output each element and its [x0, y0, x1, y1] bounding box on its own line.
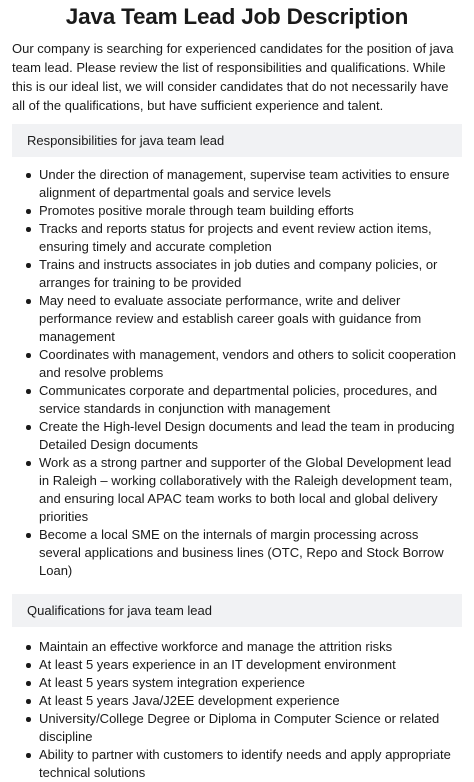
list-item: Tracks and reports status for projects and event review action items, ensuring timely and accurate completion — [39, 220, 462, 256]
responsibilities-heading: Responsibilities for java team lead — [12, 124, 462, 157]
list-item: At least 5 years experience in an IT development environment — [39, 656, 462, 674]
responsibilities-list — [12, 166, 462, 580]
intro-paragraph: Our company is searching for experienced candidates for the position of java team lead. Please review the list of responsibilities and qualifications. While this is our ideal list, we will consider candidates that do not necessarily have all of the qualifications, but have sufficient experience and talent. — [12, 41, 454, 113]
list-item: Ability to partner with customers to identify needs and apply appropriate technical solutions — [39, 746, 462, 782]
list-item: Become a local SME on the internals of margin processing across several applications and business lines (OTC, Repo and Stock Borrow Loan) — [39, 526, 462, 580]
list-item: At least 5 years system integration experience — [39, 674, 462, 692]
list-item: Work as a strong partner and supporter of the Global Development lead in Raleigh – working collaboratively with the Raleigh development team, and ensuring local APAC team works to both local and global delivery priorities — [39, 454, 462, 526]
list-item: Maintain an effective workforce and manage the attrition risks — [39, 638, 462, 656]
list-item: Trains and instructs associates in job duties and company policies, or arranges for training to be provided — [39, 256, 462, 292]
qualifications-heading: Qualifications for java team lead — [12, 594, 462, 627]
list-item: Promotes positive morale through team building efforts — [39, 202, 462, 220]
list-item: Create the High-level Design documents and lead the team in producing Detailed Design documents — [39, 418, 462, 454]
list-item: Under the direction of management, supervise team activities to ensure alignment of departmental goals and service levels — [39, 166, 462, 202]
list-item: May need to evaluate associate performance, write and deliver performance review and establish career goals with guidance from management — [39, 292, 462, 346]
qualifications-list — [12, 638, 462, 782]
list-item: University/College Degree or Diploma in Computer Science or related discipline — [39, 710, 462, 746]
list-item: Communicates corporate and departmental policies, procedures, and service standards in conjunction with management — [39, 382, 462, 418]
list-item: Coordinates with management, vendors and others to solicit cooperation and resolve problems — [39, 346, 462, 382]
list-item: At least 5 years Java/J2EE development experience — [39, 692, 462, 710]
page-title: Java Team Lead Job Description — [65, 4, 409, 29]
